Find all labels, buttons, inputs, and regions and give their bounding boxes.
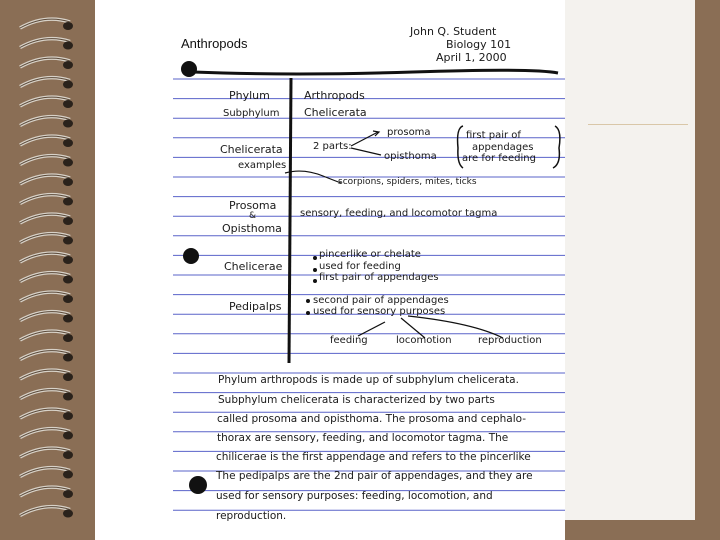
spiral-binding-icon <box>0 0 95 540</box>
summary-line: reproduction. <box>216 510 287 522</box>
examples-list: scorpions, spiders, mites, ticks <box>338 177 477 187</box>
course-name: Biology 101 <box>446 38 512 51</box>
two-parts-label: 2 parts: <box>313 141 352 152</box>
chelicerae-point-2: used for feeding <box>319 261 401 272</box>
student-name: John Q. Student <box>410 25 497 38</box>
opisthoma-label: Opisthoma <box>222 222 282 235</box>
use-reproduction: reproduction <box>478 335 542 346</box>
summary-line: called prosoma and opisthoma. The prosoma and cephalo- <box>217 413 527 425</box>
background-right-strip <box>565 0 720 540</box>
first-pair-note-1: first pair of <box>466 130 521 141</box>
summary-line: used for sensory purposes: feeding, locomotion, and <box>216 490 493 502</box>
examples-label: examples <box>238 160 287 171</box>
use-feeding: feeding <box>330 335 368 346</box>
pedipalps-point-1: second pair of appendages <box>313 295 449 306</box>
pedipalps-label: Pedipalps <box>229 300 282 313</box>
ampersand: & <box>249 211 257 221</box>
tagma-description: sensory, feeding, and locomotor tagma <box>300 208 498 219</box>
chelicerata-label: Chelicerata <box>220 143 283 156</box>
phylum-value: Arthropods <box>304 89 365 102</box>
punch-hole-icon <box>181 61 197 77</box>
punch-hole-icon <box>189 476 207 494</box>
subphylum-value: Chelicerata <box>304 106 367 119</box>
opisthoma-term: opisthoma <box>384 151 437 162</box>
chelicerae-label: Chelicerae <box>224 260 283 273</box>
slide-title: Anthropods <box>181 36 248 51</box>
divider-line <box>588 124 688 125</box>
use-locomotion: locomotion <box>396 335 452 346</box>
summary-line: The pedipalps are the 2nd pair of appendages, and they are <box>216 470 533 482</box>
pedipalps-point-2: used for sensory purposes <box>313 306 446 317</box>
first-pair-note-3: are for feeding <box>462 153 536 164</box>
punch-hole-icon <box>183 248 199 264</box>
prosoma-term: prosoma <box>387 127 431 138</box>
prosoma-label: Prosoma <box>229 199 277 212</box>
summary-line: Subphylum chelicerata is characterized by two parts <box>218 394 495 406</box>
subphylum-label: Subphylum <box>223 108 280 119</box>
first-pair-note-2: appendages <box>472 142 534 153</box>
note-date: April 1, 2000 <box>436 51 507 64</box>
chelicerae-point-3: first pair of appendages <box>319 272 439 283</box>
summary-line: thorax are sensory, feeding, and locomotor tagma. The <box>217 432 509 444</box>
summary-line: Phylum arthropods is made up of subphylum chelicerata. <box>218 374 519 386</box>
phylum-label: Phylum <box>229 89 270 102</box>
chelicerae-point-1: pincerlike or chelate <box>319 249 421 260</box>
summary-line: chilicerae is the first appendage and refers to the pincerlike <box>216 451 531 463</box>
